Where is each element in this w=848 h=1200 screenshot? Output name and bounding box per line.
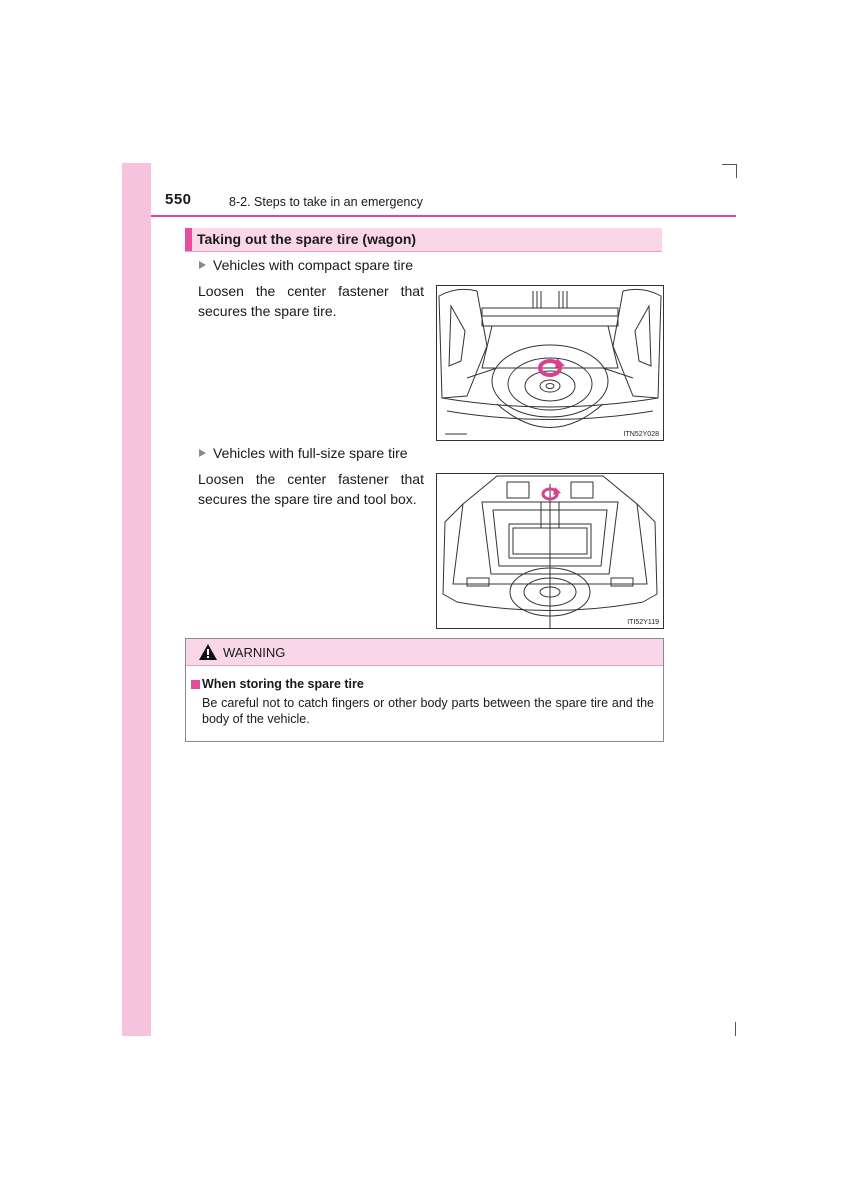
- page-number: 550: [165, 191, 192, 208]
- warning-text: Be careful not to catch fingers or other body parts between the spare tire and the body of the vehicle.: [202, 696, 654, 726]
- chapter-title: 8-2. Steps to take in an emergency: [229, 195, 423, 209]
- warning-box: [185, 638, 664, 742]
- figure-code: ITI52Y119: [627, 619, 659, 626]
- warning-header: [186, 639, 663, 666]
- full-size-spare-illustration: [437, 474, 663, 628]
- side-color-strip: [122, 163, 151, 1036]
- warning-heading: When storing the spare tire: [202, 677, 364, 691]
- rotate-arrow-icon: [543, 487, 561, 499]
- crop-mark-top: [722, 164, 737, 178]
- figure-code: ITN52Y028: [623, 431, 659, 438]
- bullet-triangle-icon: [199, 261, 206, 269]
- warning-label: WARNING: [223, 645, 286, 660]
- instruction-full-size-spare: Loosen the center fastener that secures the spare tire and tool box.: [198, 471, 424, 507]
- header-rule: [151, 215, 736, 217]
- section-heading-bar: [185, 228, 662, 252]
- bullet-full-size-spare: [199, 445, 408, 461]
- bullet-label: Vehicles with compact spare tire: [213, 257, 413, 273]
- bullet-compact-spare: [199, 257, 413, 273]
- compact-spare-illustration: [437, 286, 663, 440]
- figure-full-size-spare-tire: [436, 473, 664, 629]
- bullet-label: Vehicles with full-size spare tire: [213, 445, 408, 461]
- figure-compact-spare-tire: [436, 285, 664, 441]
- section-title: Taking out the spare tire (wagon): [197, 231, 417, 247]
- section-heading-tab: [185, 228, 192, 251]
- warning-triangle-icon: [199, 644, 217, 660]
- bullet-triangle-icon: [199, 449, 206, 457]
- warning-bullet-square: [191, 680, 200, 689]
- instruction-compact-spare: Loosen the center fastener that secures the spare tire.: [198, 283, 424, 319]
- crop-mark-bottom: [735, 1022, 736, 1036]
